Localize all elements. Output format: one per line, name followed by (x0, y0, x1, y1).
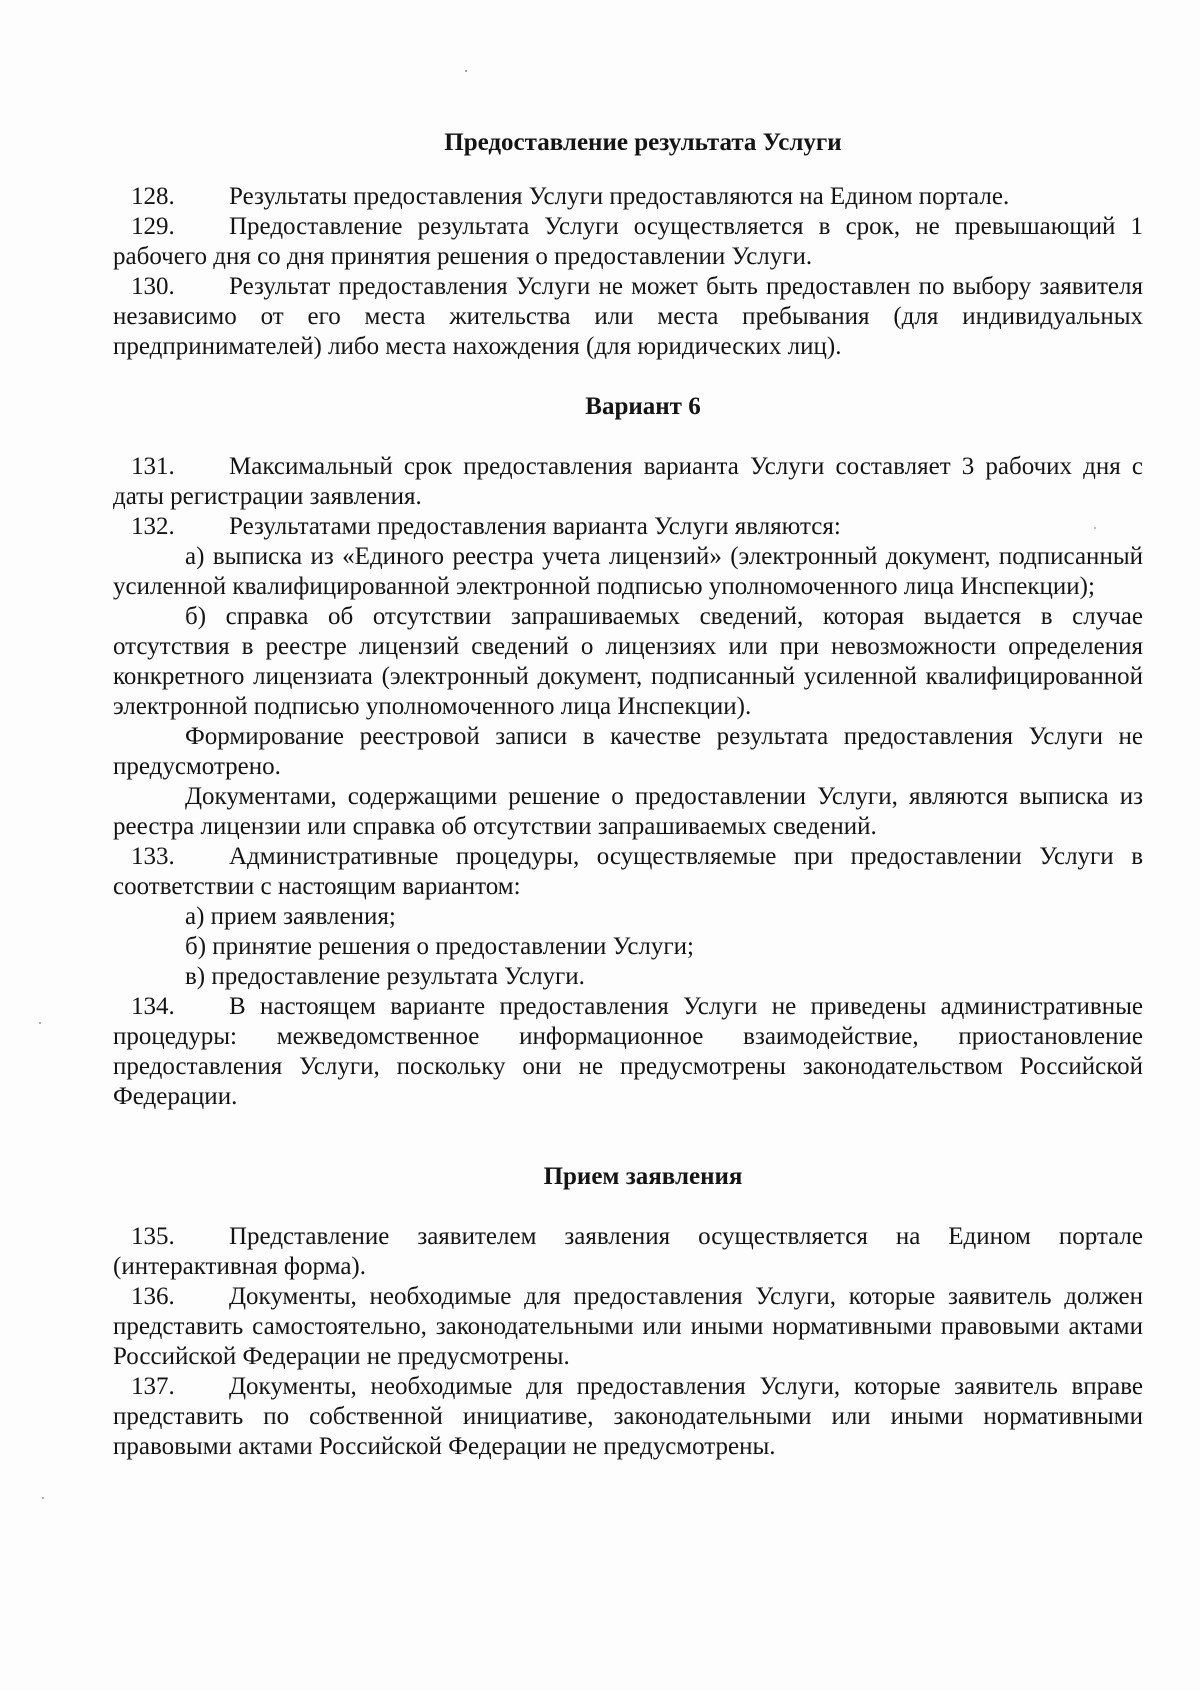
paragraph-text: Предоставление результата Услуги осуществляется в срок, не превышающий 1 рабочего дня со дня принятия решения о предоставлении Услуги. (113, 213, 1143, 270)
paragraph-decision-documents: Документами, содержащими решение о предоставлении Услуги, являются выписка из реестра лицензии или справка об отсутствии запрашиваемых сведений. (113, 783, 1143, 840)
paragraph-registry-record: Формирование реестровой записи в качестве результата предоставления Услуги не предусмотрено. (113, 723, 1143, 780)
paragraph-number: 132. (131, 513, 175, 540)
paragraph-text: Результат предоставления Услуги не может быть предоставлен по выбору заявителя независимо от его места жительства или места пребывания (для индивидуальных предпринимателей) либо места нахождения (для юридических лиц). (113, 273, 1143, 360)
paragraph-136 (113, 1282, 1143, 1372)
document-body (113, 128, 1143, 1462)
paragraph-number: 133. (131, 843, 175, 870)
paragraph-132 (113, 512, 1143, 542)
paragraph-135 (113, 1222, 1143, 1282)
paragraph-133-c: в) предоставление результата Услуги. (185, 963, 585, 990)
paragraph-number: 128. (131, 183, 175, 210)
paragraph-number: 137. (131, 1373, 175, 1400)
section-heading-variant-6: Вариант 6 (585, 393, 701, 420)
paragraph-132-a: а) выписка из «Единого реестра учета лицензий» (электронный документ, подписанный усиленной квалифицированной электронной подписью уполномоченного лица Инспекции); (113, 543, 1143, 600)
paragraph-text: Административные процедуры, осуществляемые при предоставлении Услуги в соответствии с настоящим вариантом: (113, 843, 1143, 900)
paragraph-number: 134. (131, 993, 175, 1020)
paragraph-number: 131. (131, 453, 175, 480)
paragraph-133-b: б) принятие решения о предоставлении Услуги; (185, 933, 694, 960)
paragraph-text: Максимальный срок предоставления варианта Услуги составляет 3 рабочих дня с даты регистрации заявления. (113, 453, 1143, 510)
paragraph-128 (113, 182, 1143, 212)
paragraph-131 (113, 452, 1143, 512)
paragraph-137 (113, 1372, 1143, 1462)
section-heading-result: Предоставление результата Услуги (444, 129, 842, 156)
paragraph-text: Результатами предоставления варианта Услуги являются: (229, 513, 841, 540)
paragraph-132-b: б) справка об отсутствии запрашиваемых сведений, которая выдается в случае отсутствия в реестре лицензий сведений о лицензиях или при невозможности определения конкретного лицензиата (электронный документ, подписанный усиленной квалифицированной электронной подписью уполномоченного лица Инспекции). (113, 603, 1143, 720)
section-heading-application-intake: Прием заявления (543, 1163, 743, 1190)
paragraph-130 (113, 272, 1143, 362)
paragraph-text: Представление заявителем заявления осуществляется на Едином портале (интерактивная форма). (113, 1223, 1143, 1280)
paragraph-134 (113, 992, 1143, 1112)
paragraph-text: В настоящем варианте предоставления Услуги не приведены административные процедуры: межведомственное информационное взаимодействие, приостановление предоставления Услуги, поскольку они не предусмотрены законодательством Российской Федерации. (113, 993, 1143, 1110)
paragraph-129 (113, 212, 1143, 272)
paragraph-number: 129. (131, 213, 175, 240)
paragraph-number: 136. (131, 1283, 175, 1310)
paragraph-text: Результаты предоставления Услуги предоставляются на Едином портале. (229, 183, 1010, 210)
paragraph-133 (113, 842, 1143, 902)
paragraph-133-a: а) прием заявления; (185, 903, 396, 930)
paragraph-text: Документы, необходимые для предоставления Услуги, которые заявитель должен представить самостоятельно, законодательными или иными нормативными правовыми актами Российской Федерации не предусмотрены. (113, 1283, 1143, 1370)
paragraph-number: 130. (131, 273, 175, 300)
paragraph-number: 135. (131, 1223, 175, 1250)
section-result-list (113, 182, 1143, 362)
paragraph-text: Документы, необходимые для предоставления Услуги, которые заявитель вправе представить по собственной инициативе, законодательными или иными нормативными правовыми актами Российской Федерации не предусмотрены. (113, 1373, 1143, 1460)
